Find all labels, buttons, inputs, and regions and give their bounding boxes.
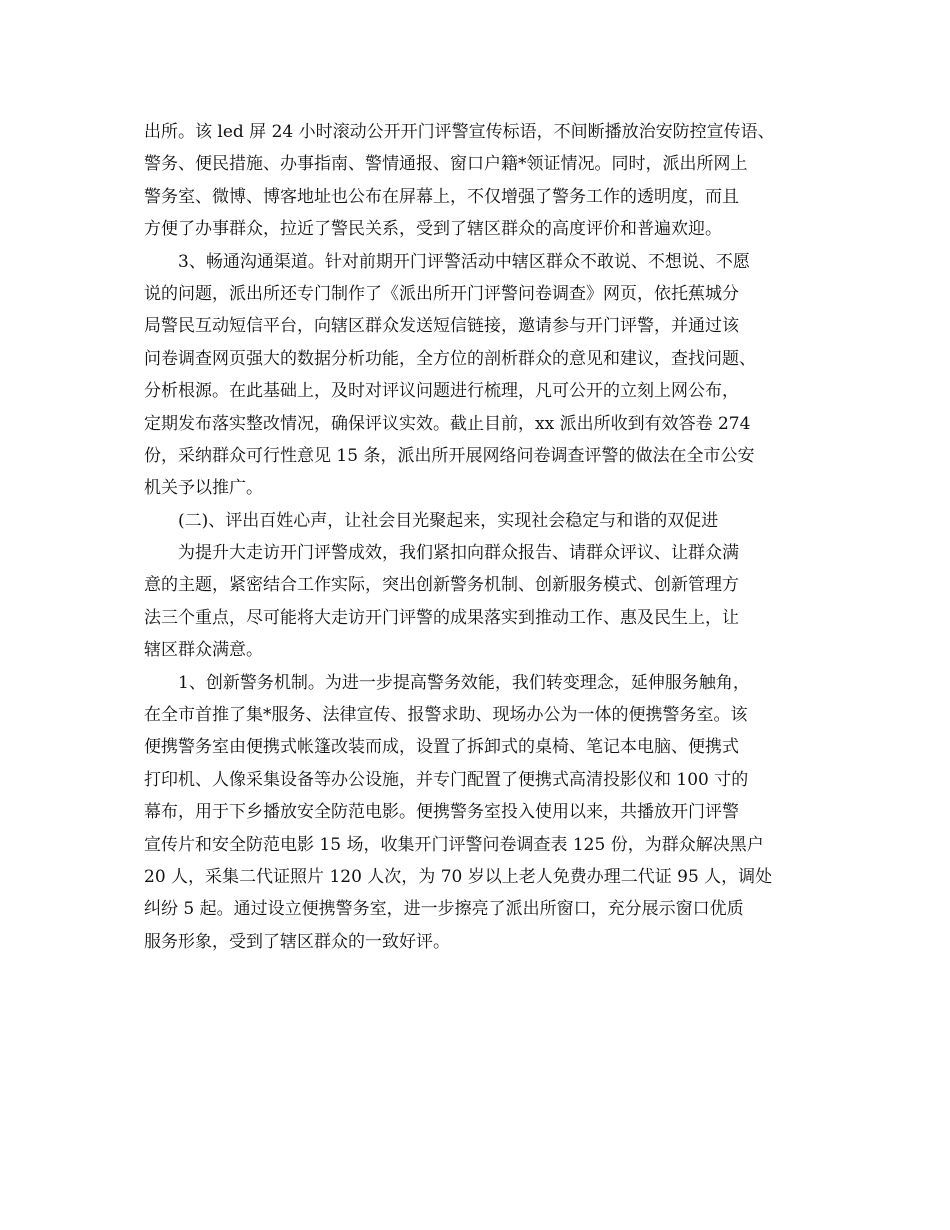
text-line: 纠纷 5 起。通过设立便携警务室，进一步擦亮了派出所窗口，充分展示窗口优质 — [144, 899, 744, 920]
text-line: 局警民互动短信平台，向辖区群众发送短信链接，邀请参与开门评警，并通过该 — [144, 316, 739, 337]
text-line: 服务形象，受到了辖区群众的一致好评。 — [144, 931, 450, 952]
text-line: 警务、便民措施、办事指南、警情通报、窗口户籍*领证情况。同时，派出所网上 — [144, 154, 748, 175]
text-line: 份，采纳群众可行性意见 15 条，派出所开展网络问卷调查评警的做法在全市公安 — [144, 445, 755, 466]
text-line: (二)、评出百姓心声，让社会目光聚起来，实现社会稳定与和谐的双促进 — [178, 510, 719, 531]
text-line: 方便了办事群众，拉近了警民关系，受到了辖区群众的高度评价和普遍欢迎。 — [144, 219, 722, 240]
text-line: 3、畅通沟通渠道。针对前期开门评警活动中辖区群众不敢说、不想说、不愿 — [178, 251, 750, 272]
text-line: 1、创新警务机制。为进一步提高警务效能，我们转变理念，延伸服务触角， — [178, 672, 750, 693]
text-line: 20 人，采集二代证照片 120 人次，为 70 岁以上老人免费办理二代证 95 人，调处 — [144, 866, 773, 887]
text-line: 为提升大走访开门评警成效，我们紧扣向群众报告、请群众评议、让群众满 — [178, 543, 739, 564]
text-line: 机关予以推广。 — [144, 478, 263, 499]
text-line: 便携警务室由便携式帐篷改装而成，设置了拆卸式的桌椅、笔记本电脑、便携式 — [144, 737, 739, 758]
text-line: 打印机、人像采集设备等办公设施，并专门配置了便携式高清投影仪和 100 寸的 — [144, 769, 749, 790]
text-line: 辖区群众满意。 — [144, 640, 263, 661]
text-line: 法三个重点，尽可能将大走访开门评警的成果落实到推动工作、惠及民生上，让 — [144, 607, 739, 628]
text-line: 宣传片和安全防范电影 15 场，收集开门评警问卷调查表 125 份，为群众解决黑户 — [144, 834, 764, 855]
text-line: 分析根源。在此基础上，及时对评议问题进行梳理，凡可公开的立刻上网公布， — [144, 381, 739, 402]
text-line: 意的主题，紧密结合工作实际，突出创新警务机制、创新服务模式、创新管理方 — [144, 575, 739, 596]
text-line: 警务室、微博、博客地址也公布在屏幕上，不仅增强了警务工作的透明度，而且 — [144, 186, 739, 207]
text-line: 说的问题，派出所还专门制作了《派出所开门评警问卷调查》网页，依托蕉城分 — [144, 283, 739, 304]
text-line: 在全市首推了集*服务、法律宣传、报警求助、现场办公为一体的便携警务室。该 — [144, 705, 748, 726]
text-line: 出所。该 led 屏 24 小时滚动公开开门评警宣传标语，不间断播放治安防控宣传语、 — [144, 122, 775, 142]
text-line: 问卷调查网页强大的数据分析功能，全方位的剖析群众的意见和建议，查找问题、 — [144, 348, 756, 369]
document-body — [144, 116, 824, 958]
text-line: 幕布，用于下乡播放安全防范电影。便携警务室投入使用以来，共播放开门评警 — [144, 802, 739, 823]
text-line: 定期发布落实整改情况，确保评议实效。截止目前，xx 派出所收到有效答卷 274 — [144, 413, 751, 434]
